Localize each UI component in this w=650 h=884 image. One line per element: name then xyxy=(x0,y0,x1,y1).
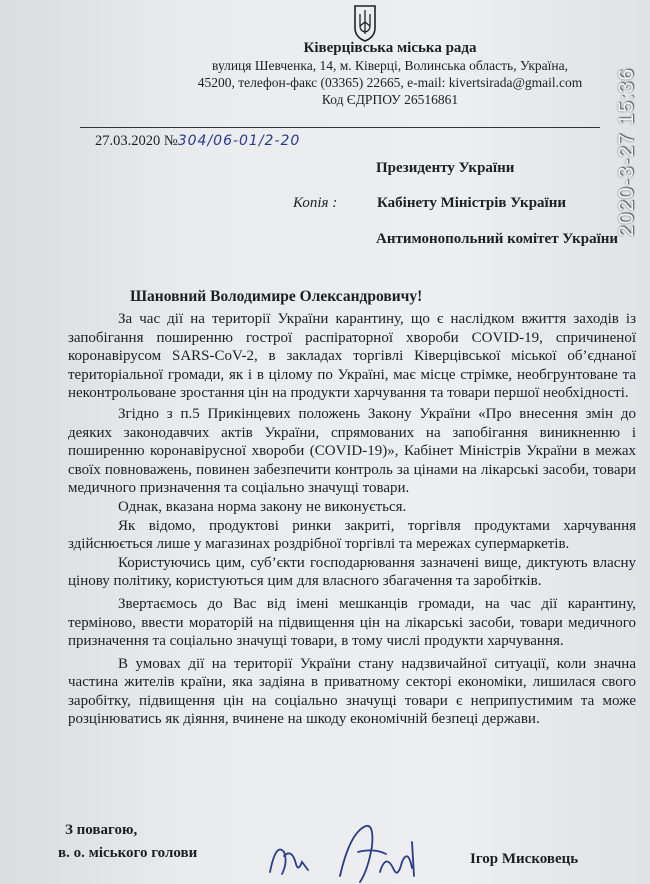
addressee-president: Президенту України xyxy=(376,160,515,176)
letterhead xyxy=(180,40,600,108)
handwritten-signature xyxy=(262,812,442,884)
coat-of-arms-icon xyxy=(353,4,377,42)
outgoing-reference xyxy=(95,133,300,150)
addressee-antimonopoly: Антимонопольний комітет України xyxy=(376,231,619,247)
paragraph: Користуючись цим, суб’єкти господарювання зазначені вище, диктують власну цінову політику, користуються цим для власного збагачення та заробітків. xyxy=(68,554,636,590)
greeting: Шановний Володимире Олександровичу! xyxy=(130,288,423,305)
closing: З повагою, xyxy=(65,822,138,838)
copy-label: Копія : xyxy=(293,195,338,211)
org-name: Ківерцівська міська рада xyxy=(303,40,477,56)
header-divider xyxy=(80,127,600,128)
signer-name: Ігор Мисковець xyxy=(470,851,579,867)
photo-timestamp xyxy=(612,10,642,240)
paragraph: Однак, вказана норма закону не виконується. xyxy=(118,498,407,515)
doc-number: 304/06-01/2-20 xyxy=(177,133,301,149)
paragraph: Як відомо, продуктові ринки закриті, торгівля продуктами харчування здійснюється лише у магазинах роздрібної торгівлі та мережах супермаркетів. xyxy=(68,517,636,553)
paragraph: Звертаємось до Вас від імені мешканців громади, на час дії карантину, терміново, ввести мораторій на підвищення цін на лікарські засоби, товари медичного призначення та соціально значущі товари, в тому числі продукти харчування. xyxy=(68,595,636,650)
addressee-cabinet: Кабінету Міністрів України xyxy=(377,195,566,211)
signer-position: в. о. міського голови xyxy=(58,845,198,861)
paragraph: За час дії на території України карантину, що є наслідком вжиття заходів із запобігання поширенню гострої распіраторної хвороби COVID-19, спричиненої коронавірусом SARS-CoV-2, в закладах торгівлі Ківерцівської міської об’єднаної територіальної громади, як і в цілому по Україні, має місце стрімке, необгрунтоване та неконтрольоване зростання цін на продукти харчування та товари першої необхідності. xyxy=(68,311,636,402)
paragraph: В умовах дії на території України стану надзвичайної ситуації, коли значна частина жителів країни, яка задіяна в приватному секторі економіки, лишилася свого заробітку, підвищення цін на соціально значущі товари є неприпустимим та може розцінюватись як діяння, вчинене на шкоду економічній безпеці держави. xyxy=(68,655,636,728)
timestamp-text: 2020-3-27 15:36 xyxy=(615,67,638,237)
address-line-1: вулиця Шевченка, 14, м. Ківерці, Волинська область, Україна, xyxy=(212,58,568,73)
address-line-2: 45200, телефон-факс (03365) 22665, e-mail: kivertsirada@gmail.com xyxy=(197,75,583,90)
edrpou-code: Код ЄДРПОУ 26516861 xyxy=(321,92,459,107)
paragraph: Згідно з п.5 Прикінцевих положень Закону України «Про внесення змін до деяких законодавчих актів України, спрямованих на запобігання виникненню і поширенню коронавірусної хвороби (COVID-19)», Кабінет Міністрів України в межах своїх повноважень, повинен забезпечити контроль за цінами на лікарські засоби, товари медичного призначення та соціально значущі товари. xyxy=(68,405,636,497)
letter-body xyxy=(68,310,636,729)
doc-date: 27.03.2020 № xyxy=(95,133,178,149)
